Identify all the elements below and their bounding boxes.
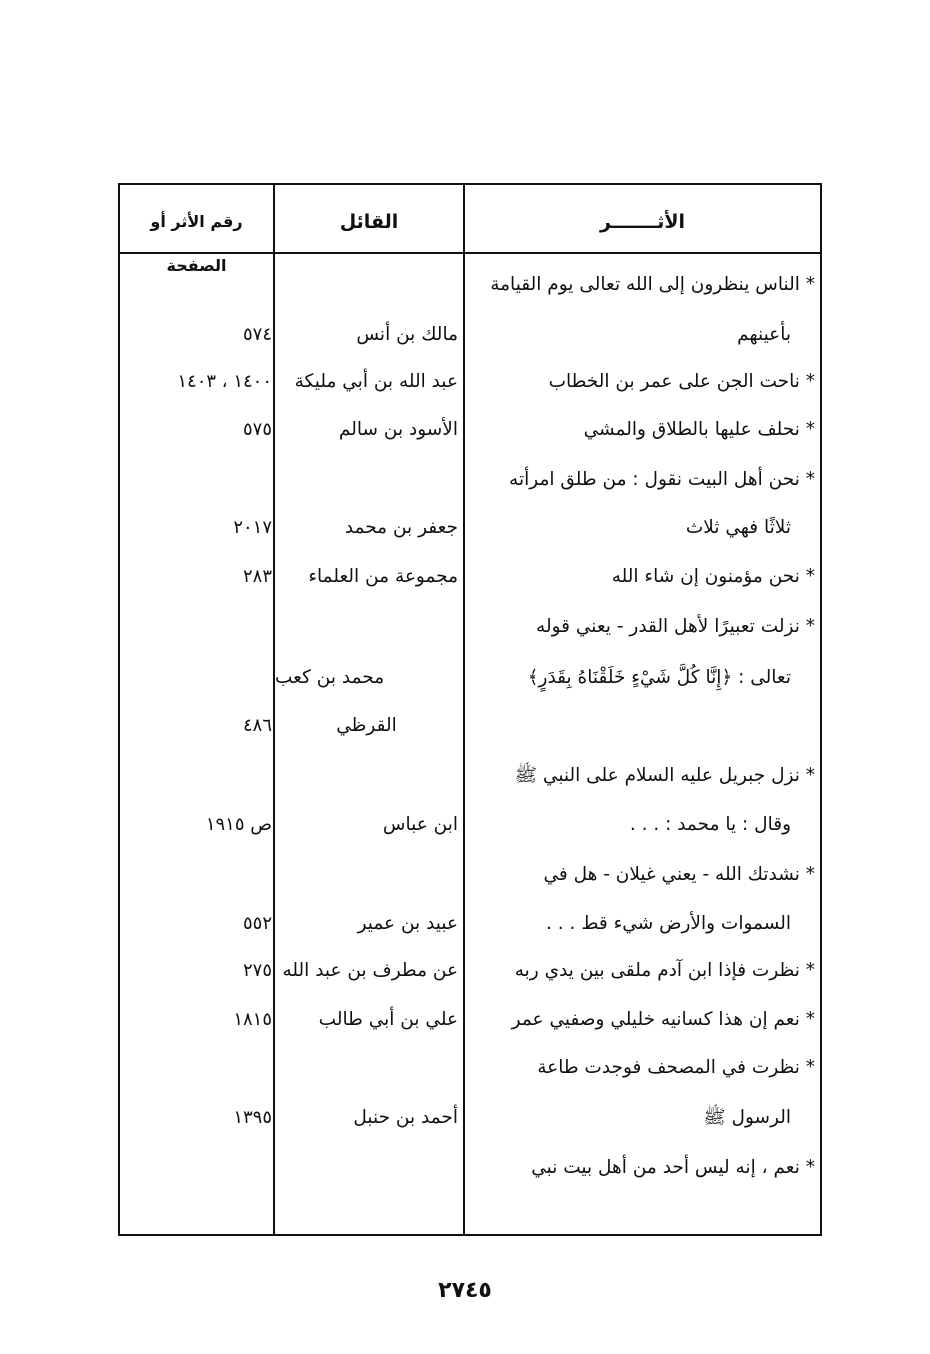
- reference-number: ٥٧٤: [242, 324, 272, 345]
- qail-text: عن مطرف بن عبد الله: [282, 960, 458, 981]
- qail-text: علي بن أبي طالب: [318, 1009, 458, 1030]
- athar-text: الرسول ﷺ: [703, 1107, 791, 1128]
- athar-text: * نظرت في المصحف فوجدت طاعة: [537, 1057, 815, 1078]
- athar-text: * نعم ، إنه ليس أحد من أهل بيت نبي: [531, 1157, 815, 1178]
- qail-text: القرظي: [336, 715, 397, 736]
- athar-text: ثلاثًا فهي ثلاث: [685, 517, 791, 538]
- header-number: رقم الأثر أو الصفحة: [150, 212, 243, 275]
- qail-text: الأسود بن سالم: [338, 419, 458, 440]
- qail-text: عبيد بن عمير: [357, 913, 458, 934]
- reference-number: ١٣٩٥: [233, 1107, 272, 1128]
- athar-text: * نزل جبريل عليه السلام على النبي ﷺ: [514, 765, 815, 786]
- reference-number: ٤٨٦: [242, 715, 272, 736]
- reference-number: [122, 855, 272, 895]
- reference-number: ص ١٩١٥: [205, 814, 272, 835]
- qail-text: أحمد بن حنبل: [353, 1107, 458, 1128]
- athar-text: * نظرت فإذا ابن آدم ملقى بين يدي ربه: [514, 960, 815, 981]
- reference-number: [122, 265, 272, 305]
- athar-text: * نحن مؤمنون إن شاء الله: [611, 566, 815, 587]
- athar-text: * نزلت تعبيرًا لأهل القدر - يعني قوله: [536, 616, 815, 637]
- qail-text: [275, 855, 458, 895]
- athar-text: وقال : يا محمد : . . .: [629, 814, 791, 835]
- reference-number: [122, 756, 272, 796]
- athar-text: السموات والأرض شيء قط . . .: [546, 913, 791, 934]
- column-divider-right: [463, 183, 465, 1236]
- qail-text: [275, 607, 458, 647]
- header-athar: الأثـــــــر: [599, 211, 686, 233]
- athar-text: * ناحت الجن على عمر بن الخطاب: [548, 371, 815, 392]
- athar-text: بأعينهم: [737, 324, 791, 345]
- qail-text: [275, 756, 458, 796]
- athar-text: * نعم إن هذا كسانيه خليلي وصفيي عمر: [511, 1009, 815, 1030]
- reference-number: ٥٥٢: [242, 913, 272, 934]
- athar-text: تعالى : ﴿إِنَّا كُلَّ شَيْءٍ خَلَقْنَاهُ بِقَدَرٍ﴾: [527, 667, 791, 688]
- reference-number: ٢٠١٧: [233, 517, 272, 538]
- athar-text: * نحن أهل البيت نقول : من طلق امرأته: [509, 469, 815, 490]
- reference-number: [122, 460, 272, 500]
- qail-text: محمد بن كعب: [275, 667, 385, 688]
- qail-text: مجموعة من العلماء: [308, 566, 458, 587]
- qail-text: عبد الله بن أبي مليكة: [294, 371, 458, 392]
- qail-text: مالك بن أنس: [356, 324, 458, 345]
- athar-text: * نشدتك الله - يعني غيلان - هل في: [543, 864, 815, 885]
- qail-text: [275, 265, 458, 305]
- reference-number: ٢٧٥: [242, 960, 272, 981]
- athar-text: * الناس ينظرون إلى الله تعالى يوم القيامة: [490, 274, 815, 295]
- qail-text: جعفر بن محمد: [344, 517, 458, 538]
- reference-number: ٢٨٣: [242, 566, 272, 587]
- header-qail: القائل: [339, 211, 399, 233]
- qail-text: [275, 460, 458, 500]
- reference-number: ١٤٠٠ ، ١٤٠٣: [177, 371, 272, 392]
- reference-number: ٥٧٥: [242, 419, 272, 440]
- qail-text: [275, 1148, 458, 1188]
- reference-number: [122, 607, 272, 647]
- qail-text: [275, 1048, 458, 1088]
- athar-text: [470, 706, 815, 746]
- reference-number: [122, 1148, 272, 1188]
- qail-text: ابن عباس: [382, 814, 458, 835]
- page-number: ٢٧٤٥: [438, 1278, 492, 1303]
- reference-number: [122, 658, 272, 698]
- reference-number: [122, 1048, 272, 1088]
- reference-number: ١٨١٥: [233, 1009, 272, 1030]
- athar-text: * نحلف عليها بالطلاق والمشي: [583, 419, 815, 440]
